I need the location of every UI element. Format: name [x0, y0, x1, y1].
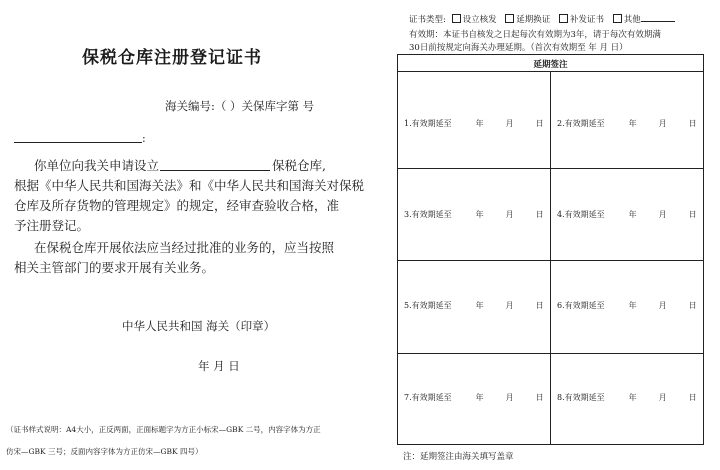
grid-header: 延期签注	[533, 60, 568, 70]
cert-type-row	[409, 13, 675, 25]
extension-cell-4: 4.有效期延至 年 月 日	[557, 210, 697, 219]
issue-date: 年 月 日	[198, 359, 240, 373]
checkbox-icon	[559, 14, 568, 23]
extension-cell-1: 1.有效期延至 年 月 日	[404, 119, 544, 128]
validity-line2: 30日前按规定向海关办理延期。（首次有效期至 年 月 日）	[409, 43, 628, 53]
para1-line1	[34, 156, 159, 174]
para1-line1-text: 你单位向我关申请设立	[34, 158, 160, 173]
holder-name-line	[14, 142, 142, 143]
extension-cell-8: 8.有效期延至 年 月 日	[557, 393, 697, 402]
para1-line2: 根据《中华人民共和国海关法》和《中华人民共和国海关对保税	[14, 178, 365, 193]
certificate-title: 保税仓库注册登记证书	[82, 48, 262, 68]
issuer-seal: 中华人民共和国 海关（印章）	[122, 319, 276, 333]
para1-line4: 予注册登记。	[14, 218, 90, 233]
option-reissue[interactable]: 补发证书	[559, 15, 604, 25]
footnote-line1: （证书样式说明：A4大小，正反两面，正面标题字为方正小标宋—GBK 二号，内容字体为方正	[6, 425, 321, 434]
holder-name-colon: :	[142, 132, 146, 145]
extension-cell-6: 6.有效期延至 年 月 日	[557, 301, 697, 310]
option-extend[interactable]: 延期换证	[505, 15, 550, 25]
customs-number: 海关编号:（ ）关保库字第 号	[165, 99, 315, 113]
cert-type-label: 证书类型:	[409, 15, 446, 25]
validity-line1: 有效期：本证书自核发之日起每次有效期为3年，请于每次有效期满	[409, 30, 661, 40]
extension-grid	[397, 54, 704, 445]
checkbox-icon	[452, 14, 461, 23]
extension-note: 注：延期签注由海关填写盖章	[403, 452, 514, 462]
para1-line1-end: 保税仓库,	[272, 158, 326, 173]
warehouse-name-line	[160, 170, 270, 171]
para2-line2: 相关主管部门的要求开展有关业务。	[14, 260, 215, 275]
extension-cell-2: 2.有效期延至 年 月 日	[557, 119, 697, 128]
extension-cell-7: 7.有效期延至 年 月 日	[404, 393, 544, 402]
checkbox-icon	[613, 14, 622, 23]
para2-line1: 在保税仓库开展依法应当经过批准的业务的，应当按照	[34, 240, 335, 255]
option-other[interactable]: 其他	[613, 15, 675, 25]
para1-line3: 仓库及所存货物的管理规定》的规定，经审查验收合格，准	[14, 198, 340, 213]
option-issue[interactable]: 设立核发	[452, 15, 497, 25]
checkbox-icon	[505, 14, 514, 23]
extension-cell-3: 3.有效期延至 年 月 日	[404, 210, 544, 219]
footnote-line2: 仿宋—GBK 三号；反面内容字体为方正仿宋—GBK 四号）	[6, 447, 203, 456]
extension-cell-5: 5.有效期延至 年 月 日	[404, 301, 544, 310]
